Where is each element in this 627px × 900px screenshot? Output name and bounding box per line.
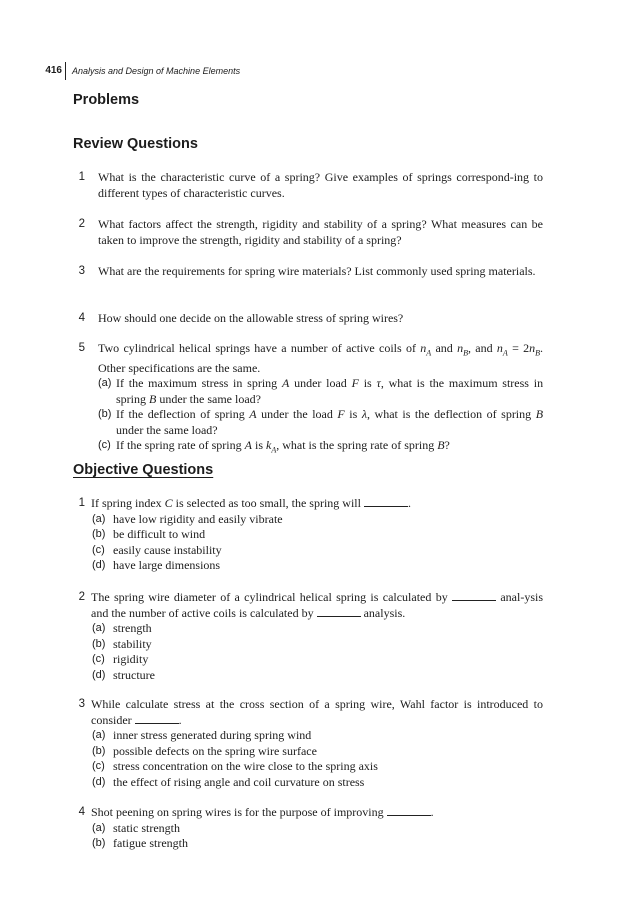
- review-question-5: [73, 341, 543, 458]
- review-question-3: [73, 264, 543, 280]
- question-text: What is the characteristic curve of a spring? Give examples of springs correspond-ing to different types of characteristic curves.: [98, 170, 543, 200]
- option-c: (c) stress concentration on the wire close to the spring axis: [92, 759, 378, 773]
- review-question-1: [73, 170, 543, 201]
- option-b: (b) fatigue strength: [92, 836, 188, 850]
- answer-blank: [452, 590, 496, 601]
- option-b: (b) possible defects on the spring wire surface: [92, 743, 317, 758]
- question-text: Two cylindrical helical springs have a number of active coils of $n_A$ and $n_B$, and $n_A = 2n_B$. Other specifications are the same.: [98, 341, 544, 375]
- question-number: 2: [78, 591, 85, 603]
- option-b: (b) stability: [92, 636, 152, 651]
- option-a: (a) strength: [92, 621, 152, 635]
- option-a: (a) have low rigidity and easily vibrate: [92, 511, 283, 526]
- option-c: (c) If the spring rate of spring A is $k_A$, what is the spring rate of spring B?: [98, 438, 450, 455]
- option-c: (c) easily cause instability: [92, 542, 222, 557]
- option-d: (d) structure: [92, 667, 155, 682]
- problems-heading: Problems: [73, 92, 140, 108]
- objective-question-2: [73, 590, 543, 683]
- option-b: (b) If the deflection of spring A under the load F is λ, what is the deflection of spring B under the same load?: [98, 407, 544, 437]
- review-question-4: [73, 311, 543, 327]
- question-number: 3: [78, 698, 85, 710]
- objective-question-4: [73, 805, 543, 852]
- objective-question-3: [73, 697, 543, 790]
- option-a: (a) inner stress generated during spring wind: [92, 728, 312, 742]
- question-text: Shot peening on spring wires is for the purpose of improving .: [91, 805, 434, 819]
- answer-blank: [317, 606, 361, 617]
- option-b: (b) be difficult to wind: [92, 527, 206, 541]
- answer-blank: [387, 805, 431, 816]
- question-number: 3: [78, 265, 85, 277]
- question-number: 4: [78, 806, 85, 818]
- page-number: 416: [45, 65, 62, 76]
- option-a: (a) static strength: [92, 820, 180, 835]
- objective-question-1: [73, 496, 543, 574]
- running-title: Analysis and Design of Machine Elements: [72, 66, 241, 76]
- question-number: 2: [78, 218, 85, 230]
- objective-questions-heading: Objective Questions: [73, 462, 214, 478]
- header-divider: [65, 62, 66, 80]
- question-text: While calculate stress at the cross section of a spring wire, Wahl factor is introduced to consider .: [91, 697, 543, 727]
- running-header: [0, 62, 627, 82]
- question-text: What factors affect the strength, rigidity and stability of a spring? What measures can be taken to improve the strength, rigidity and stability of a spring?: [98, 217, 543, 247]
- option-d: (d) the effect of rising angle and coil curvature on stress: [92, 774, 365, 789]
- question-number: 1: [78, 497, 85, 509]
- question-text: What are the requirements for spring wire materials? List commonly used spring materials.: [98, 264, 536, 278]
- option-c: (c) rigidity: [92, 652, 149, 666]
- question-number: 1: [78, 171, 85, 183]
- question-text: If spring index C is selected as too small, the spring will .: [91, 496, 411, 510]
- review-questions-heading: Review Questions: [73, 136, 198, 152]
- question-number: 4: [78, 312, 85, 324]
- answer-blank: [364, 496, 408, 507]
- question-number: 5: [78, 342, 85, 354]
- option-a: (a) If the maximum stress in spring A under load F is τ, what is the maximum stress in spring B under the same load?: [98, 376, 544, 406]
- answer-blank: [135, 713, 179, 724]
- question-text: The spring wire diameter of a cylindrical helical spring is calculated by anal-ysis and the number of active coils is calculated by analysis.: [91, 590, 544, 620]
- option-d: (d) have large dimensions: [92, 558, 221, 572]
- question-text: How should one decide on the allowable stress of spring wires?: [98, 311, 404, 325]
- review-question-2: [73, 217, 543, 248]
